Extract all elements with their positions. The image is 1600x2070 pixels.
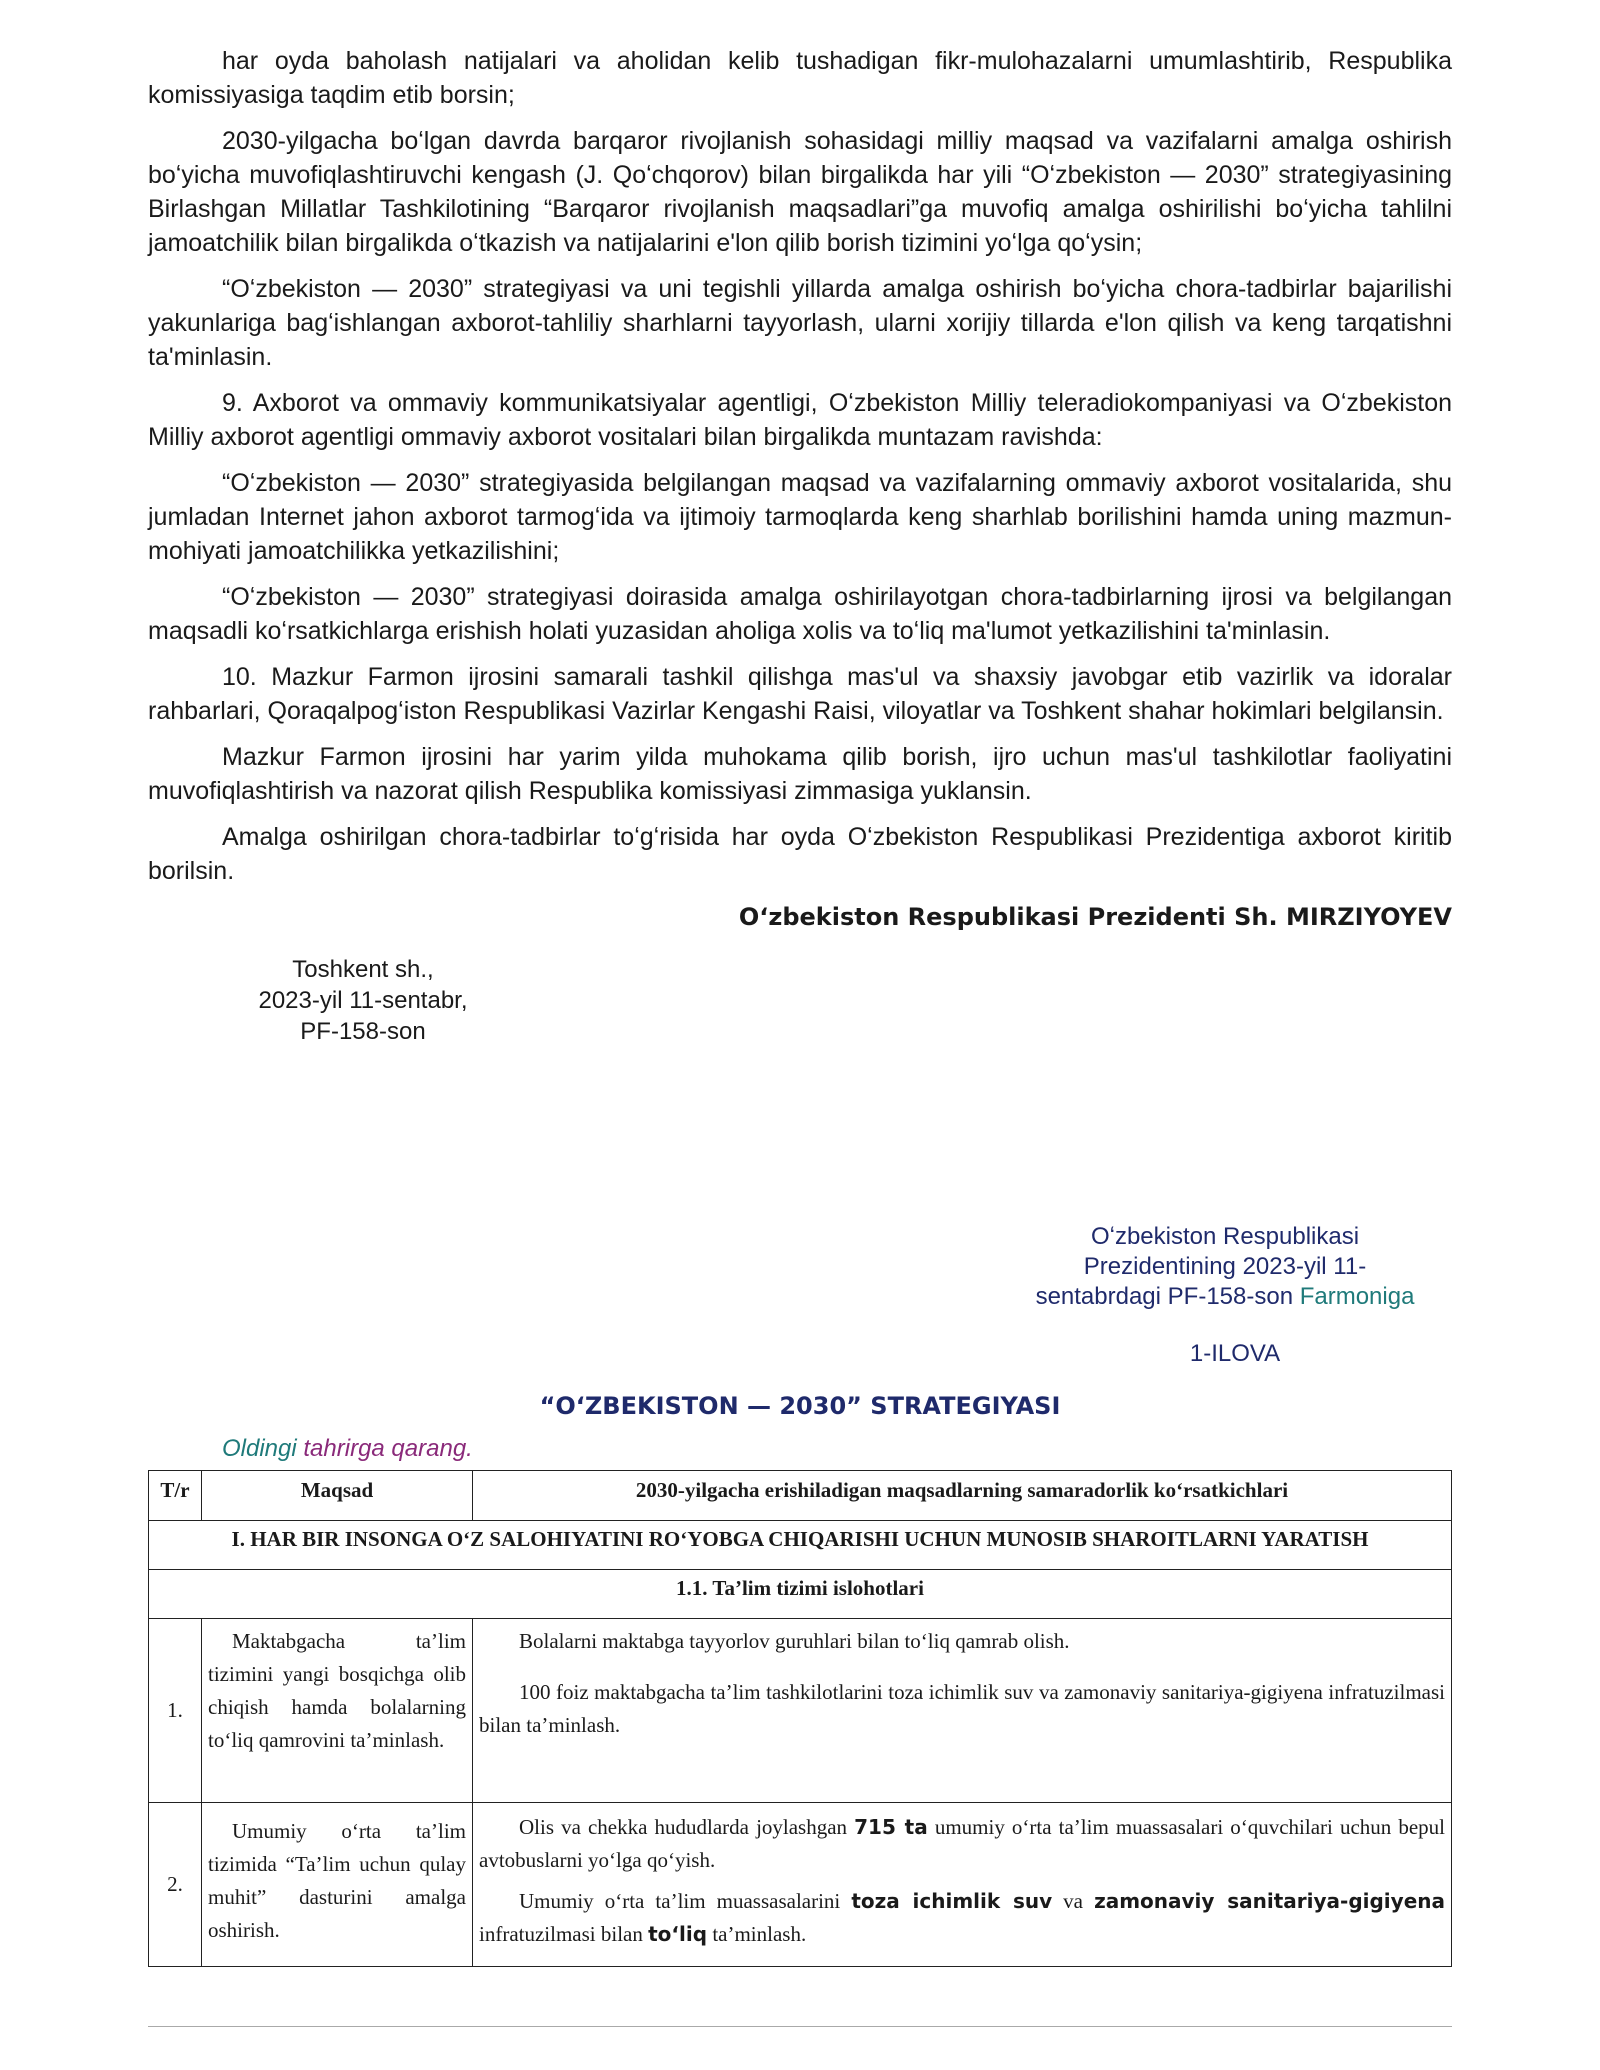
strategy-table <box>148 1470 1452 1967</box>
paragraph: “Oʻzbekiston — 2030” strategiyasi va uni tegishli yillarda amalga oshirish boʻyicha chora-tadbirlar bajarilishi yakunlariga bagʻishlangan axborot-tahliliy sharhlarni tayyorlash, ularni xorijiy tillarda e'lon qilish va keng tarqatishni ta'minlasin. <box>148 275 1452 371</box>
table-row: 2. Umumiy oʻrta ta’lim tizimida “Ta’lim uchun qulay muhit” dasturini amalga oshirish. Olis va chekka hududlarda joylashgan 715 ta umumiy oʻrta ta’lim muassasalari oʻquvchilari uchun bepul avtobuslarni yoʻlga qoʻyish. Umumiy oʻrta ta’lim muassasalarini toza ichimlik suv va zamonaviy sanitariya-gigiyena infratuzilmasi bilan toʻliq ta’minlash. <box>149 1803 1452 1967</box>
page-bottom-divider <box>148 2026 1452 2027</box>
paragraph: har oyda baholash natijalari va aholidan kelib tushadigan fikr-mulohazalarni umumlashtirib, Respublika komissiyasiga taqdim etib borsin; <box>148 47 1452 109</box>
appendix-reference: Oʻzbekiston Respublikasi Prezidentining 2023-yil 11- sentabrdagi PF-158-son Farmoniga <box>1035 1223 1415 1310</box>
president-signature: Oʻzbekiston Respublikasi Prezidenti Sh. MIRZIYOYEV <box>738 903 1452 931</box>
paragraph: Mazkur Farmon ijrosini har yarim yilda muhokama qilib borish, ijro uchun mas'ul tashkilotlar faoliyatini muvofiqlashtirish va nazorat qilish Respublika komissiyasi zimmasiga yuklansin. <box>148 743 1452 805</box>
date: 2023-yil 11-sentabr, <box>258 987 468 1014</box>
table-row: 1. Maktabgacha ta’lim tizimini yangi bosqichga olib chiqish hamda bolalarning toʻliq qamrovini ta’minlash. Bolalarni maktabga tayyorlov guruhlari bilan toʻliq qamrab olish. 100 foiz maktabgacha ta’lim tashkilotlarini toza ichimlik suv va zamonaviy sanitariya-gigiyena infratuzilmasi bilan ta’minlash. <box>149 1619 1452 1803</box>
column-header: 2030-yilgacha erishiladigan maqsadlarning samaradorlik koʻrsatkichlari <box>473 1471 1452 1521</box>
decree-text <box>148 44 1452 1047</box>
paragraph: “Oʻzbekiston — 2030” strategiyasi doirasida amalga oshirilayotgan chora-tadbirlarning ijrosi va belgilangan maqsadli koʻrsatkichlarga erishish holati yuzasidan aholiga xolis va toʻliq ma'lumot yetkazilishini ta'minlasin. <box>148 583 1452 645</box>
paragraph: 2030-yilgacha boʻlgan davrda barqaror rivojlanish sohasidagi milliy maqsad va vazifalarni amalga oshirish boʻyicha muvofiqlashtiruvchi kengash (J. Qoʻchqorov) bilan birgalikda har yili “Oʻzbekiston — 2030” strategiyasining Birlashgan Millatlar Tashkilotining “Barqaror rivojlanish maqsadlari”ga muvofiq amalga oshirilishi boʻyicha tahlilni jamoatchilik bilan birgalikda oʻtkazish va natijalarini e'lon qilib borish tizimini yoʻlga qoʻysin; <box>148 127 1452 257</box>
section-row: I. HAR BIR INSONGA OʻZ SALOHIYATINI ROʻYOBGA CHIQARISHI UCHUN MUNOSIB SHAROITLARNI YARATISH <box>149 1521 1452 1570</box>
paragraph: Amalga oshirilgan chora-tadbirlar toʻgʻrisida har oyda Oʻzbekiston Respublikasi Prezidentiga axborot kiritib borilsin. <box>148 823 1452 885</box>
previous-edition-link[interactable]: Oldingi tahrirga qarang. <box>222 1435 473 1462</box>
place-date-block <box>198 954 528 1047</box>
place: Toshkent sh., <box>292 956 434 983</box>
decree-link[interactable]: Farmoniga <box>1299 1283 1415 1310</box>
subsection-row: 1.1. Ta’lim tizimi islohotlari <box>149 1570 1452 1619</box>
column-header: T/r <box>149 1471 202 1521</box>
paragraph: 10. Mazkur Farmon ijrosini samarali tashkil qilishga mas'ul va shaxsiy javobgar etib vazirlik va idoralar rahbarlari, Qoraqalpogʻiston Respublikasi Vazirlar Kengashi Raisi, viloyatlar va Toshkent shahar hokimlari belgilansin. <box>148 663 1452 725</box>
table-header-row <box>149 1471 1452 1521</box>
strategy-title: “OʻZBEKISTON — 2030” STRATEGIYASI <box>539 1392 1061 1420</box>
appendix-number: 1-ILOVA <box>1189 1340 1281 1367</box>
paragraph: 9. Axborot va ommaviy kommunikatsiyalar agentligi, Oʻzbekiston Milliy teleradiokompaniyasi va Oʻzbekiston Milliy axborot agentligi ommaviy axborot vositalari bilan birgalikda muntazam ravishda: <box>148 389 1452 451</box>
paragraph: “Oʻzbekiston — 2030” strategiyasida belgilangan maqsad va vazifalarning ommaviy axborot vositalarida, shu jumladan Internet jahon axborot tarmogʻida va ijtimoiy tarmoqlarda keng sharhlab borilishini hamda uning mazmun-mohiyati jamoatchilikka yetkazilishini; <box>148 469 1452 565</box>
decree-number: PF-158-son <box>300 1018 426 1045</box>
column-header: Maqsad <box>202 1471 473 1521</box>
